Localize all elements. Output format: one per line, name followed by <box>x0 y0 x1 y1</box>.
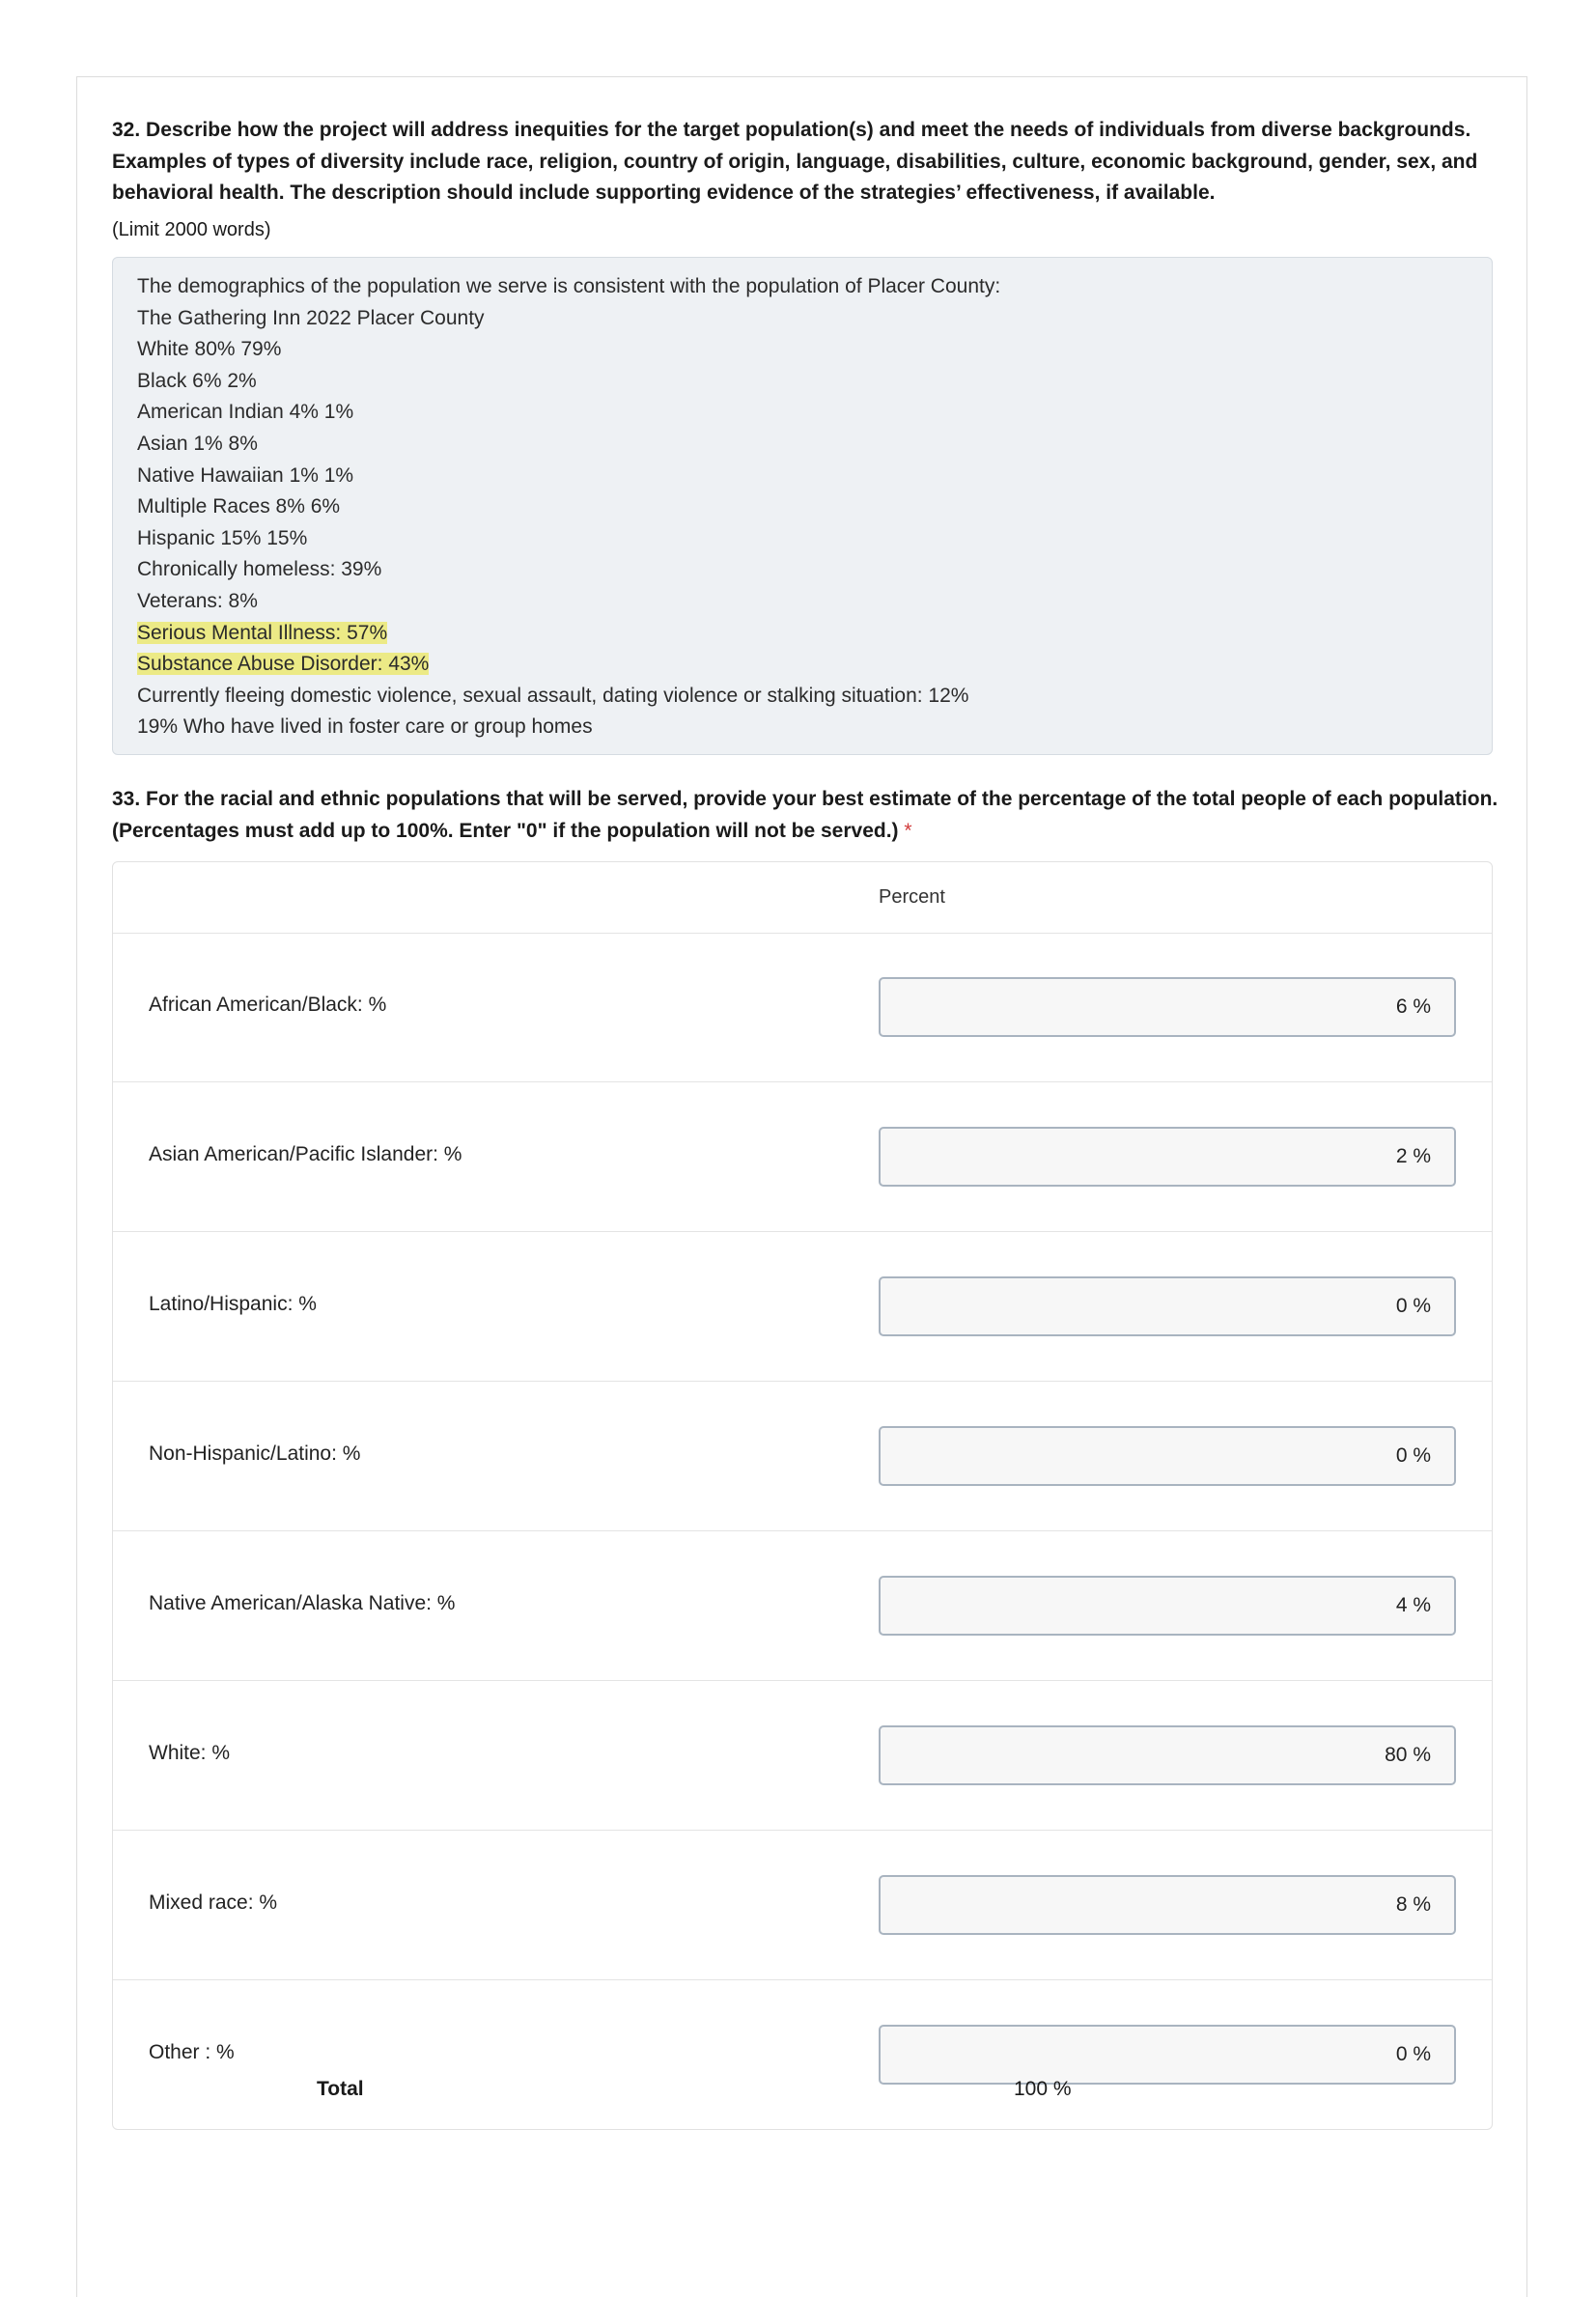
table-row <box>113 1831 1492 1980</box>
row-label: African American/Black: % <box>149 994 387 1016</box>
answer-line <box>137 681 1468 713</box>
answer-text: White 80% 79% <box>137 338 282 361</box>
answer-line <box>137 649 1468 681</box>
table-row <box>113 1382 1492 1531</box>
percentage-table <box>112 861 1493 2130</box>
answer-text: The demographics of the population we serve is consistent with the population of Placer County: <box>137 275 1001 297</box>
percent-column-header: Percent <box>879 886 945 908</box>
percent-input[interactable]: 4 % <box>879 1576 1456 1636</box>
answer-line <box>137 366 1468 398</box>
answer-text: American Indian 4% 1% <box>137 401 354 424</box>
percent-input[interactable]: 6 % <box>879 977 1456 1037</box>
answer-line <box>137 618 1468 650</box>
answer-text: The Gathering Inn 2022 Placer County <box>137 306 485 329</box>
row-label: Non-Hispanic/Latino: % <box>149 1443 361 1465</box>
question-32-answer[interactable] <box>112 257 1493 755</box>
question-33-title <box>112 784 1502 847</box>
total-value: 100 % <box>1014 2078 1072 2100</box>
percent-input[interactable]: 0 % <box>879 1426 1456 1486</box>
answer-line <box>137 397 1468 429</box>
answer-line <box>137 461 1468 492</box>
answer-text: Hispanic 15% 15% <box>137 526 308 549</box>
percent-input[interactable]: 8 % <box>879 1875 1456 1935</box>
answer-text: Veterans: 8% <box>137 589 258 612</box>
row-label: Mixed race: % <box>149 1891 278 1914</box>
answer-line <box>137 491 1468 523</box>
answer-line <box>137 554 1468 586</box>
answer-line <box>137 303 1468 335</box>
highlighted-text: Serious Mental Illness: 57% <box>137 621 388 644</box>
answer-text: Multiple Races 8% 6% <box>137 495 341 518</box>
row-label: White: % <box>149 1742 231 1764</box>
answer-text: Black 6% 2% <box>137 369 257 392</box>
highlighted-text: Substance Abuse Disorder: 43% <box>137 653 430 676</box>
answer-line <box>137 586 1468 618</box>
table-row <box>113 1681 1492 1831</box>
answer-text: Native Hawaiian 1% 1% <box>137 463 354 487</box>
answer-text: 19% Who have lived in foster care or group homes <box>137 715 593 739</box>
answer-line <box>137 334 1468 366</box>
percent-input[interactable]: 0 % <box>879 2025 1456 2085</box>
table-row <box>113 933 1492 1082</box>
answer-line <box>137 523 1468 555</box>
answer-text: Asian 1% 8% <box>137 432 258 455</box>
answer-text: Currently fleeing domestic violence, sexual assault, dating violence or stalking situation: 12% <box>137 684 969 707</box>
answer-line <box>137 271 1468 303</box>
table-row <box>113 1232 1492 1382</box>
percent-input[interactable]: 2 % <box>879 1127 1456 1187</box>
table-header <box>113 862 1492 934</box>
percent-input[interactable]: 0 % <box>879 1276 1456 1336</box>
answer-line <box>137 429 1468 461</box>
total-label: Total <box>317 2078 364 2100</box>
word-limit-note: (Limit 2000 words) <box>112 219 271 240</box>
table-row <box>113 1531 1492 1681</box>
table-row <box>113 1082 1492 1232</box>
percent-input[interactable]: 80 % <box>879 1725 1456 1785</box>
table-row <box>113 1980 1492 2130</box>
answer-text: Chronically homeless: 39% <box>137 558 382 581</box>
answer-line <box>137 712 1468 743</box>
row-label: Latino/Hispanic: % <box>149 1293 317 1315</box>
form-card <box>76 76 1527 2297</box>
row-label: Asian American/Pacific Islander: % <box>149 1143 462 1165</box>
required-marker: * <box>904 819 912 842</box>
row-label: Other : % <box>149 2041 235 2063</box>
question-32-title: 32. Describe how the project will address inequities for the target population(s) and meet the needs of individuals from diverse backgrounds. Examples of types of diversity include race, religion, country of origin, language, disabilities, culture, economic background, gender, sex, and behavioral health. The description should include supporting evidence of the strategies’ effectiveness, if available. <box>112 119 1478 204</box>
row-label: Native American/Alaska Native: % <box>149 1592 456 1614</box>
question-33-text: 33. For the racial and ethnic populations that will be served, provide your best estimate of the percentage of the total people of each population. (Percentages must add up to 100%. Enter "0" if the population will not be served.) <box>112 788 1498 842</box>
